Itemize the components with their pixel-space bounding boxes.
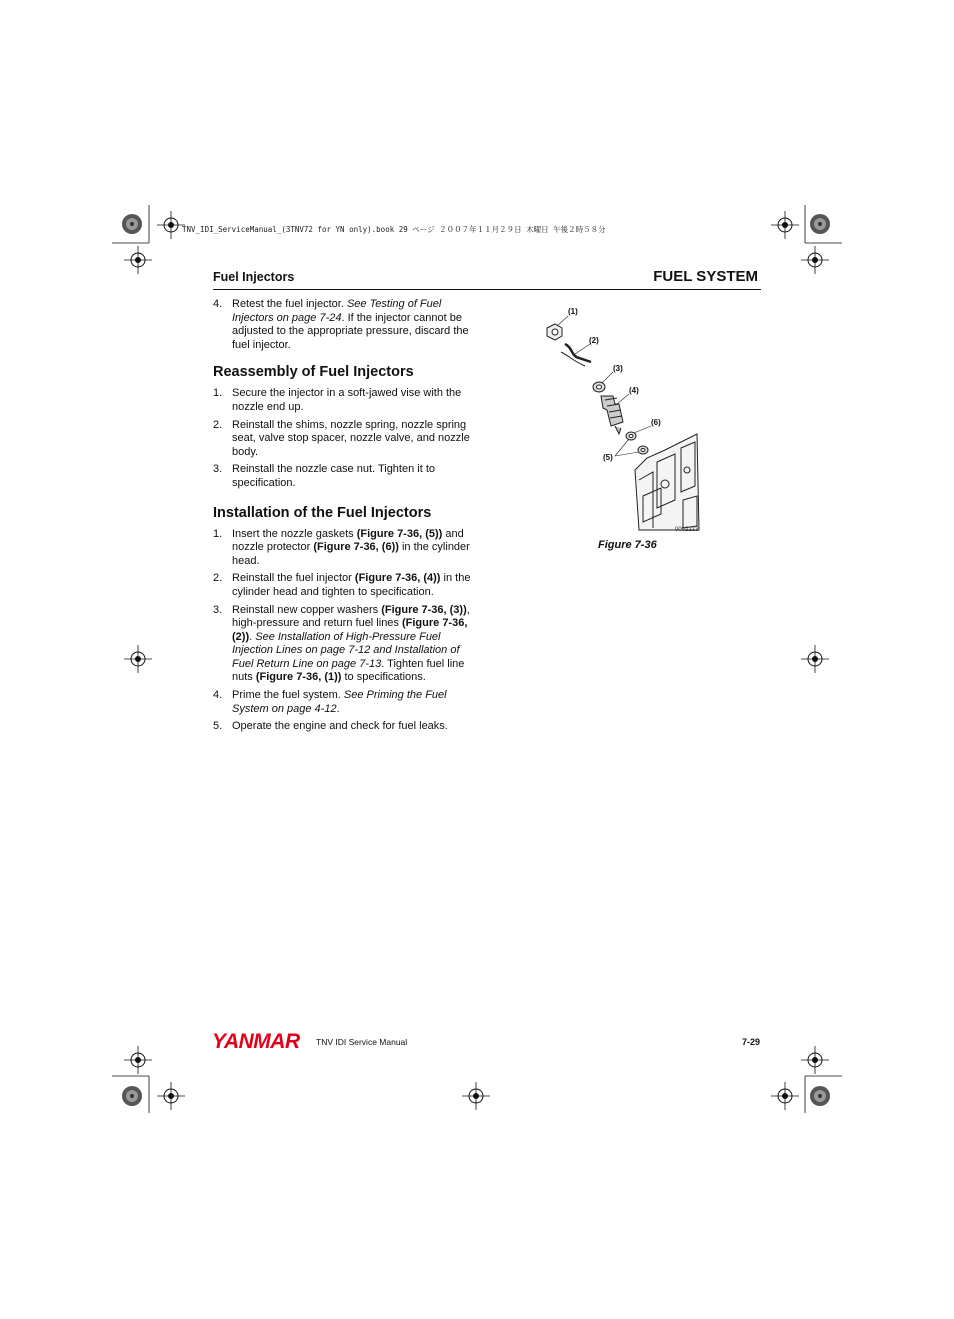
- figure-code: 0002213: [675, 527, 699, 533]
- list-item: [213, 298, 475, 352]
- figure-reference: (Figure 7-36, (1)): [255, 671, 342, 684]
- list-item: [213, 572, 475, 599]
- item-text: Secure the injector in a soft-jawed vise with the nozzle end up.: [232, 387, 462, 413]
- item-text: , high-pressure and return fuel lines: [232, 603, 470, 630]
- cross-reference: See Installation of High-Pressure Fuel Injection Lines on page 7-12 and Installation of Fuel Return Line on page 7-13: [232, 630, 460, 670]
- page-number: 7-29: [741, 1037, 760, 1047]
- print-slug: TNV_IDI_ServiceManual_(3TNV72 for YN only).book 29 ページ ２００７年１１月２９日 木曜日 午後２時５８分: [182, 225, 606, 234]
- figure-caption: Figure 7-36: [598, 539, 657, 551]
- item-text: Reinstall the nozzle case nut. Tighten it to specification.: [232, 463, 436, 489]
- item-number: 2.: [213, 572, 223, 585]
- figure-reference: (Figure 7-36, (4)): [354, 572, 441, 585]
- brand-text: YANMAR: [212, 1030, 300, 1052]
- installation-heading: Installation of the Fuel Injectors: [213, 504, 432, 521]
- list-item: [213, 387, 475, 414]
- injector-illustration: [535, 300, 705, 540]
- item-number: 3.: [213, 463, 223, 476]
- header-rule: [213, 289, 761, 290]
- callout-4: (4): [629, 386, 639, 395]
- reassembly-heading: Reassembly of Fuel Injectors: [213, 364, 414, 381]
- yanmar-logo: [212, 1030, 312, 1052]
- list-item: [213, 419, 475, 460]
- figure-reference: (Figure 7-36, (6)): [313, 541, 399, 554]
- cross-reference: See Testing of Fuel Injectors on page 7-24: [232, 298, 442, 324]
- list-item: [213, 528, 475, 569]
- main-column: [213, 298, 475, 738]
- callout-3: (3): [613, 364, 623, 373]
- manual-title: TNV IDI Service Manual: [316, 1037, 408, 1047]
- item-text: . If the injector cannot be adjusted to the appropriate pressure, discard the fuel injector.: [232, 311, 469, 351]
- chapter-title: FUEL SYSTEM: [653, 268, 758, 285]
- item-text: Insert the nozzle gaskets: [232, 527, 357, 540]
- item-number: 1.: [213, 387, 223, 400]
- item-text: and nozzle protector: [232, 527, 464, 554]
- item-text: Reinstall the fuel injector: [232, 572, 355, 585]
- figure-reference: (Figure 7-36, (3)): [381, 603, 467, 616]
- list-item: [213, 463, 475, 490]
- item-text: Prime the fuel system.: [232, 689, 344, 702]
- item-text: .: [249, 630, 256, 643]
- item-text: in the cylinder head.: [232, 541, 470, 567]
- item-number: 4.: [213, 689, 223, 702]
- list-item: [213, 689, 475, 716]
- item-number: 2.: [213, 418, 223, 431]
- callout-6: (6): [651, 418, 661, 427]
- callout-2: (2): [589, 336, 599, 345]
- item-number: 1.: [213, 527, 223, 540]
- section-title: Fuel Injectors: [213, 270, 295, 284]
- callout-5: (5): [603, 453, 613, 462]
- figure-reference: (Figure 7-36, (5)): [356, 527, 443, 540]
- item-text: .: [336, 702, 340, 715]
- item-number: 5.: [213, 720, 223, 733]
- item-text: in the cylinder head and tighten to specification.: [232, 572, 471, 598]
- list-item: [213, 604, 475, 686]
- item-text: Operate the engine and check for fuel leaks.: [232, 720, 448, 733]
- item-number: 4.: [213, 298, 223, 310]
- item-text: Reinstall the shims, nozzle spring, nozzle spring seat, valve stop spacer, nozzle valve, and nozzle body.: [232, 418, 470, 458]
- item-text: to specifications.: [341, 671, 426, 684]
- list-item: [213, 720, 475, 734]
- item-text: Reinstall new copper washers: [232, 603, 382, 616]
- item-text: . Tighten fuel line nuts: [232, 657, 465, 684]
- cross-reference: See Priming the Fuel System on page 4-12: [232, 689, 447, 715]
- callout-1: (1): [568, 307, 578, 316]
- item-text: Retest the fuel injector.: [232, 298, 347, 310]
- figure-reference: (Figure 7-36, (2)): [232, 617, 468, 643]
- item-number: 3.: [213, 603, 223, 616]
